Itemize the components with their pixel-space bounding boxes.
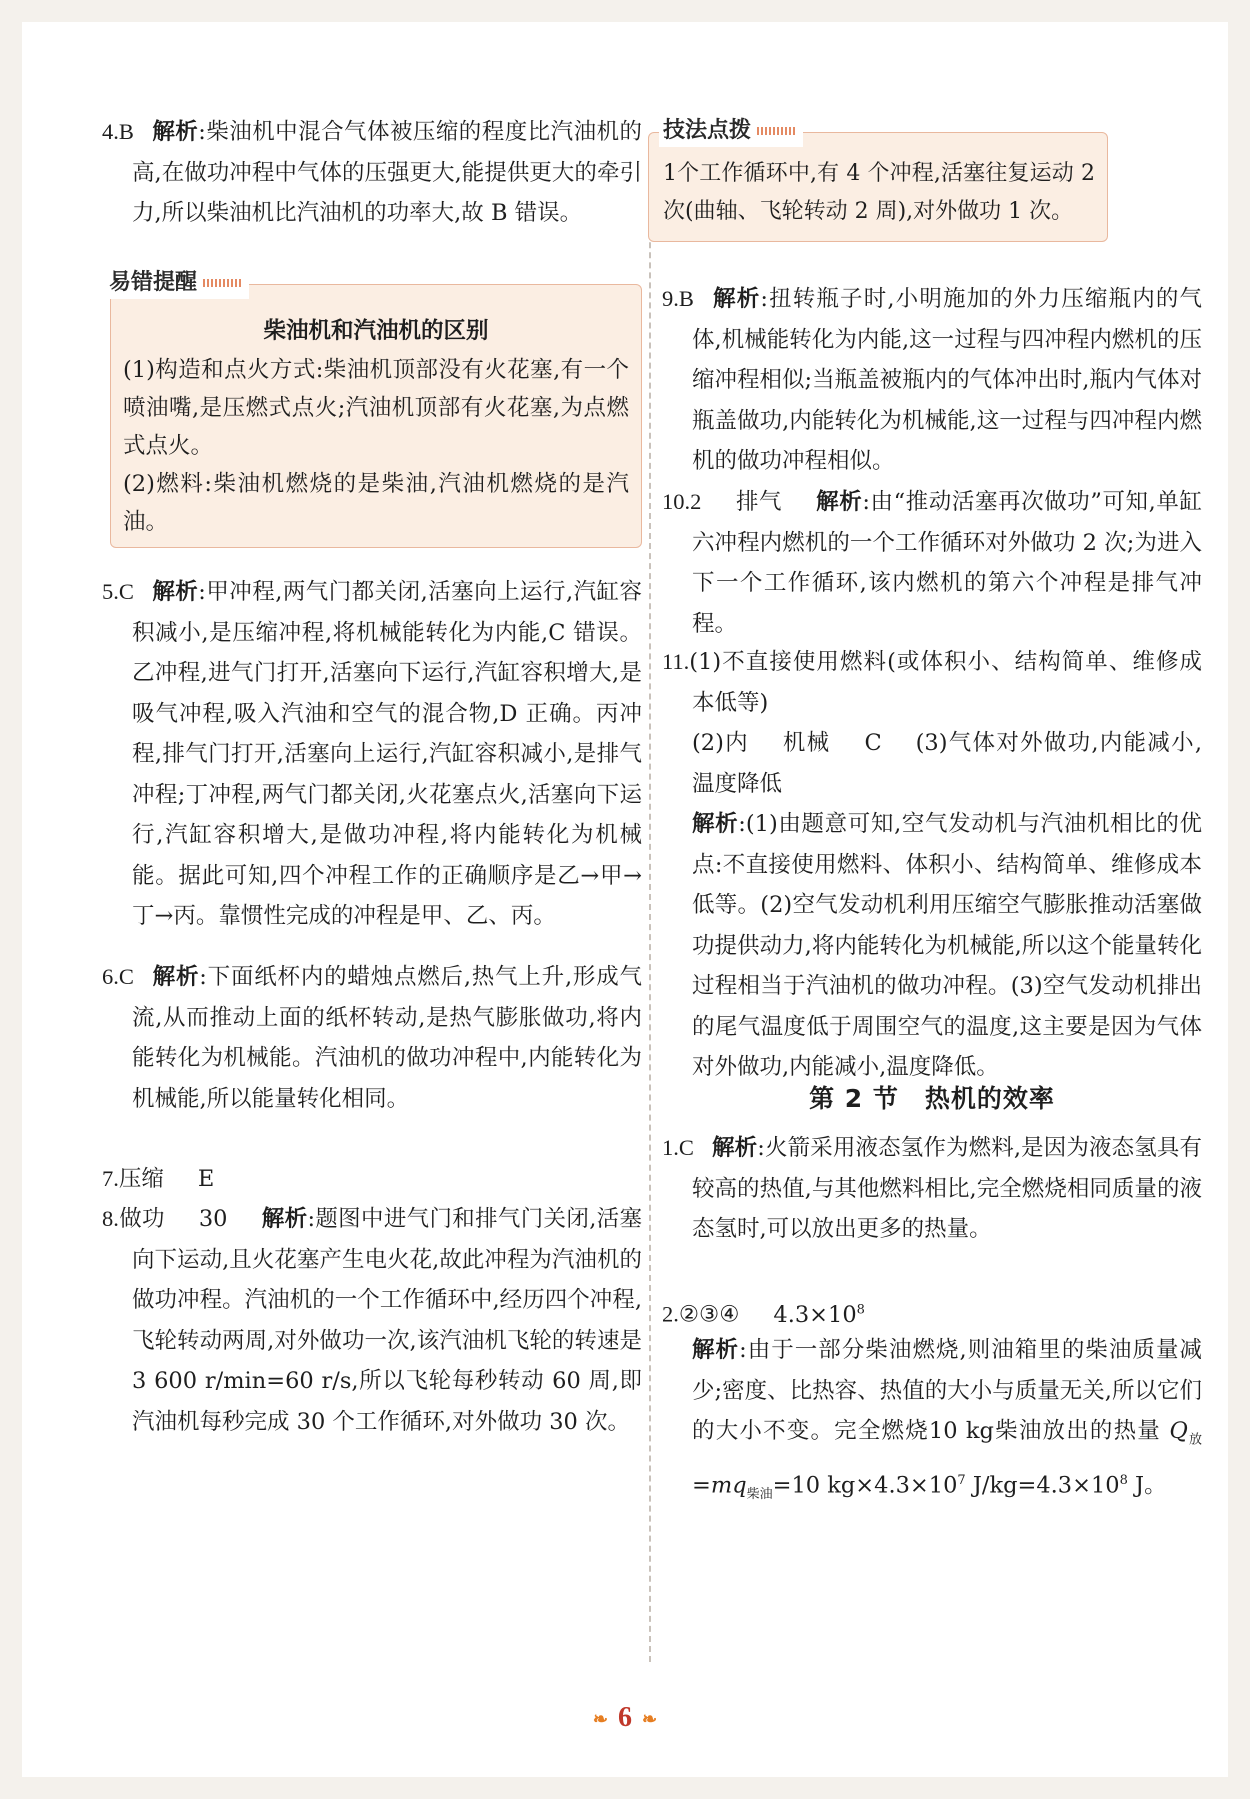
answer-11-analysis: 解析:(1)由题意可知,空气发动机与汽油机相比的优点:不直接使用燃料、体积小、结构简单、维修成本低等。(2)空气发动机利用压缩空气膨胀推动活塞做功提供动力,将内能转化为机械能,所以这个能量转化过程相当于汽油机的做功冲程。(3)空气发动机排出的尾气温度低于周围空气的温度,这主要是因为气体对外做功,内能减小,温度降低。	[692, 811, 1202, 1080]
answer-number: 5.C	[102, 579, 134, 604]
analysis-label: 解析	[711, 1135, 758, 1161]
tag-dots-decoration	[757, 127, 795, 135]
answer-11	[662, 642, 1202, 804]
equation-text: J/kg=4.3×10	[965, 1472, 1120, 1499]
answer-9: 9.B 解析:扭转瓶子时,小明施加的外力压缩瓶内的气体,机械能转化为内能,这一过程与四冲程内燃机的压缩冲程相似;当瓶盖被瓶内的气体冲出时,瓶内气体对瓶盖做功,内能转化为机械能,这一过程与四冲程内燃机的做功冲程相似。	[662, 286, 1202, 474]
subscript: 放	[1187, 1432, 1202, 1448]
answer-5: 5.C 解析:甲冲程,两气门都关闭,活塞向上运行,汽缸容积减小,是压缩冲程,将机械能转化为内能,C 错误。乙冲程,进气门打开,活塞向下运行,汽缸容积增大,是吸气冲程,吸入汽油和空气的混合物,D 正确。丙冲程,排气门打开,活塞向上运行,汽缸容积减小,是排气冲程;丁冲程,两气门都关闭,火花塞点火,活塞向下运行,汽缸容积增大,是做功冲程,将内能转化为机械能。据此可知,四个冲程工作的正确顺序是乙→甲→丁→丙。靠惯性完成的冲程是甲、乙、丙。	[102, 579, 642, 929]
answer-number: 11.	[662, 649, 690, 674]
column-divider	[649, 142, 651, 1662]
answer-8: 8.做功 30 解析:题图中进气门和排气门关闭,活塞向下运动,且火花塞产生电火花,故此冲程为汽油机的做功冲程。汽油机的一个工作循环中,经历四个冲程,飞轮转动两周,对外做功一次,该汽油机飞轮的转速是 3 600 r/min=60 r/s,所以飞轮每秒转动 60 周,即汽油机每秒完成 30 个工作循环,对外做功 30 次。	[102, 1206, 642, 1435]
skill-tip-box	[648, 118, 1108, 242]
analysis-label: 解析	[151, 579, 199, 605]
section2-answer-2	[662, 1290, 1202, 1335]
answer-value: 压缩	[118, 1166, 164, 1192]
symbol-q: Q	[1169, 1418, 1188, 1444]
flourish-left-icon: ❧	[592, 1709, 608, 1730]
flourish-right-icon: ❧	[642, 1709, 658, 1730]
analysis-text: 柴油机中混合气体被压缩的程度比汽油机的高,在做功冲程中气体的压强更大,能提供更大的牵引力,所以柴油机比汽油机的功率大,故 B 错误。	[132, 119, 642, 226]
answer-value: (3)气体对外做功,内能减小,温度降低	[692, 730, 1202, 797]
analysis-text: 下面纸杯内的蜡烛点燃后,热气上升,形成气流,从而推动上面的纸杯转动,是热气膨胀做功,将内能转化为机械能。汽油机的做功冲程中,内能转化为机械能,所以能量转化相同。	[132, 964, 642, 1112]
answer-value: 做功	[118, 1206, 165, 1232]
answer-value: 4.3×10	[773, 1301, 857, 1328]
answer-10: 10.2 排气 解析:由“推动活塞再次做功”可知,单缸六冲程内燃机的一个工作循环对外做功 2 次;为进入下一个工作循环,该内燃机的第六个冲程是排气冲程。	[662, 489, 1202, 637]
analysis-label: 解析	[261, 1206, 308, 1232]
analysis-text: 扭转瓶子时,小明施加的外力压缩瓶内的气体,机械能转化为内能,这一过程与四冲程内燃机的压缩冲程相似;当瓶盖被瓶内的气体冲出时,瓶内气体对瓶盖做功,内能转化为机械能,这一过程与四冲程内燃机的做功冲程相似。	[692, 286, 1202, 474]
analysis-label: 解析	[151, 119, 199, 145]
analysis-text: 由于一部分柴油燃烧,则油箱里的柴油质量减少;密度、比热容、热值的大小与质量无关,所以它们的大小不变。完全燃烧10 kg柴油放出的热量	[692, 1337, 1202, 1444]
answer-4: 4.B 解析:柴油机中混合气体被压缩的程度比汽油机的高,在做功冲程中气体的压强更大,能提供更大的牵引力,所以柴油机比汽油机的功率大,故 B 错误。	[102, 119, 642, 226]
answer-7	[102, 1159, 642, 1200]
analysis-text: (1)由题意可知,空气发动机与汽油机相比的优点:不直接使用燃料、体积小、结构简单、维修成本低等。(2)空气发动机利用压缩空气膨胀推动活塞做功提供动力,将内能转化为机械能,所以这个能量转化过程相当于汽油机的做功冲程。(3)空气发动机排出的尾气温度低于周围空气的温度,这主要是因为气体对外做功,内能减小,温度降低。	[692, 811, 1202, 1080]
answer-value: E	[197, 1166, 215, 1192]
error-tip-box	[109, 270, 642, 548]
exponent: 8	[1119, 1473, 1128, 1488]
answer-number: 9.B	[662, 286, 694, 311]
skill-tip-text: 1个工作循环中,有 4 个冲程,活塞往复运动 2 次(曲轴、飞轮转动 2 周),对外做功 1 次。	[663, 161, 1095, 224]
exponent: 8	[856, 1302, 865, 1317]
answer-number: 1.C	[662, 1135, 694, 1160]
skill-tip-tag: 技法点拨	[659, 115, 803, 147]
answer-value: (1)不直接使用燃料(或体积小、结构简单、维修成本低等)	[689, 649, 1202, 716]
exponent: 7	[957, 1473, 966, 1488]
analysis-label: 解析	[692, 1337, 740, 1363]
answer-number: 2.	[662, 1301, 679, 1327]
equation: =mq	[692, 1472, 747, 1499]
tip-title: 柴油机和汽油机的区别	[263, 318, 489, 344]
equation-text: J。	[1127, 1472, 1167, 1499]
tip-line-1: (1)构造和点火方式:柴油机顶部没有火花塞,有一个喷油嘴,是压燃式点火;汽油机顶部有火花塞,为点燃式点火。	[123, 357, 629, 459]
answer-number: 7.	[102, 1166, 119, 1191]
analysis-text: 由“推动活塞再次做功”可知,单缸六冲程内燃机的一个工作循环对外做功 2 次;为进入下一个工作循环,该内燃机的第六个冲程是排气冲程。	[692, 489, 1202, 637]
answer-value: (2)内	[692, 730, 749, 756]
answer-value: 30	[198, 1206, 228, 1232]
analysis-text: 题图中进气门和排气门关闭,活塞向下运动,且火花塞产生电火花,故此冲程为汽油机的做功冲程。汽油机的一个工作循环中,经历四个冲程,飞轮转动两周,对外做功一次,该汽油机飞轮的转速是 3 600 r/min=60 r/s,所以飞轮每秒转动 60 周,即汽油机每秒完成 30 个工作循环,对外做功 30 次。	[132, 1206, 642, 1435]
analysis-label: 解析	[692, 811, 739, 837]
answer-6: 6.C 解析:下面纸杯内的蜡烛点燃后,热气上升,形成气流,从而推动上面的纸杯转动,是热气膨胀做功,将内能转化为机械能。汽油机的做功冲程中,内能转化为机械能,所以能量转化相同。	[102, 964, 642, 1112]
error-tip-tag: 易错提醒	[105, 267, 249, 299]
section-title: 第 2 节 热机的效率	[809, 1084, 1055, 1113]
answer-number: 6.C	[102, 964, 134, 989]
tip-line-2: (2)燃料:柴油机燃烧的是柴油,汽油机燃烧的是汽油。	[123, 471, 629, 535]
analysis-text: 火箭采用液态氢作为燃料,是因为液态氢具有较高的热值,与其他燃料相比,完全燃烧相同质量的液态氢时,可以放出更多的热量。	[692, 1135, 1202, 1242]
answer-value: C	[864, 730, 882, 756]
page-number: 6	[618, 1702, 632, 1733]
page-footer	[22, 1702, 1228, 1734]
answer-number: 8.	[102, 1206, 119, 1231]
analysis-label: 解析	[711, 286, 761, 312]
page	[22, 22, 1228, 1777]
subscript: 柴油	[746, 1487, 773, 1502]
tag-dots-decoration	[203, 279, 241, 287]
analysis-text: 甲冲程,两气门都关闭,活塞向上运行,汽缸容积减小,是压缩冲程,将机械能转化为内能,C 错误。乙冲程,进气门打开,活塞向下运行,汽缸容积增大,是吸气冲程,吸入汽油和空气的混合物,D 正确。丙冲程,排气门打开,活塞向上运行,汽缸容积减小,是排气冲程;丁冲程,两气门都关闭,火花塞点火,活塞向下运行,汽缸容积增大,是做功冲程,将内能转化为机械能。据此可知,四个冲程工作的正确顺序是乙→甲→丁→丙。靠惯性完成的冲程是甲、乙、丙。	[132, 579, 642, 929]
answer-number: 4.B	[102, 119, 134, 144]
section2-answer-1: 1.C 解析:火箭采用液态氢作为燃料,是因为液态氢具有较高的热值,与其他燃料相比,完全燃烧相同质量的液态氢时,可以放出更多的热量。	[662, 1135, 1202, 1242]
answer-number: 10.2	[662, 489, 702, 514]
answer-value: ②③④	[678, 1301, 740, 1328]
equation-text: =10 kg×4.3×10	[772, 1472, 958, 1499]
analysis-label: 解析	[816, 489, 863, 515]
analysis-label: 解析	[151, 964, 200, 990]
answer-value: 排气	[735, 489, 783, 515]
answer-value: 机械	[782, 730, 831, 756]
section2-answer-2-analysis: 解析:由于一部分柴油燃烧,则油箱里的柴油质量减少;密度、比热容、热值的大小与质量无关,所以它们的大小不变。完全燃烧10 kg柴油放出的热量 $Q_放=mq_{柴油}=10$ $kg\times 4.3\times 10^7$ $J/kg=4.3\times 10^8$ J。	[692, 1337, 1202, 1502]
